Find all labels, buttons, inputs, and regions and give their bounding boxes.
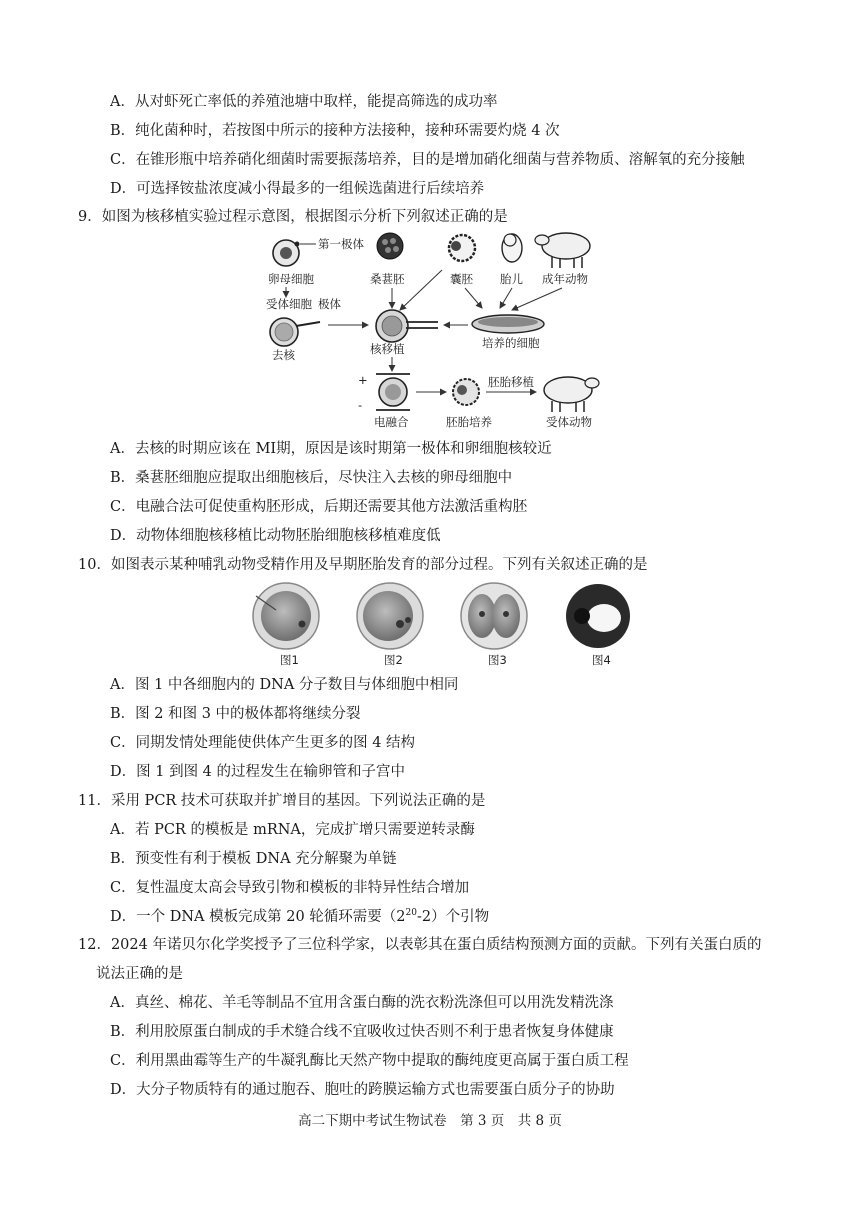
enucleated-cell-icon bbox=[270, 318, 320, 346]
culture-dish-icon bbox=[472, 315, 544, 333]
q11-option-d-text-after: -2）个引物 bbox=[416, 909, 490, 925]
label-recipient-cell: 受体细胞 bbox=[266, 297, 312, 311]
label-oocyte: 卵母细胞 bbox=[268, 272, 314, 286]
fig1-caption: 图1 bbox=[280, 653, 299, 667]
q9-option-a: A．去核的时期应该在 MⅠ期，原因是该时期第一极体和卵细胞核较近 bbox=[110, 441, 552, 457]
q11-option-b: B．预变性有利于模板 DNA 充分解聚为单链 bbox=[110, 851, 397, 867]
fig2-caption: 图2 bbox=[384, 653, 403, 667]
q11-stem: 11．采用 PCR 技术可获取并扩增目的基因。下列说法正确的是 bbox=[78, 793, 486, 809]
q11-option-c: C．复性温度太高会导致引物和模板的非特异性结合增加 bbox=[110, 880, 470, 896]
label-plus-electrode: + bbox=[358, 373, 368, 387]
q11-option-d bbox=[110, 907, 489, 927]
label-blastocyst: 囊胚 bbox=[450, 272, 473, 286]
label-enucleation: 去核 bbox=[272, 348, 295, 362]
embryo-culture-icon bbox=[453, 379, 479, 405]
sheep-icon bbox=[535, 233, 590, 268]
morula-icon bbox=[377, 233, 403, 259]
q9-option-d: D．动物体细胞核移植比动物胚胎细胞核移植难度低 bbox=[110, 528, 441, 544]
label-recipient-animal: 受体动物 bbox=[546, 415, 592, 429]
label-minus-electrode: - bbox=[358, 398, 363, 412]
q11-option-d-text-before: D．一个 DNA 模板完成第 20 轮循环需要（2 bbox=[110, 909, 406, 925]
label-morula: 桑葚胚 bbox=[370, 272, 405, 286]
oocyte-icon bbox=[273, 240, 300, 266]
fig3-caption: 图3 bbox=[488, 653, 507, 667]
q10-embryo-figure bbox=[240, 580, 640, 668]
nuclear-transfer-cell-icon bbox=[376, 310, 438, 342]
fig4-caption: 图4 bbox=[592, 653, 611, 667]
fig2-zygote bbox=[357, 583, 423, 649]
q12-option-b: B．利用胶原蛋白制成的手术缝合线不宜吸收过快否则不利于患者恢复身体健康 bbox=[110, 1024, 614, 1040]
q10-option-a: A．图 1 中各细胞内的 DNA 分子数目与体细胞中相同 bbox=[110, 677, 459, 693]
q9-stem: 9．如图为核移植实验过程示意图，根据图示分析下列叙述正确的是 bbox=[78, 209, 508, 225]
label-embryo-transfer: 胚胎移植 bbox=[488, 375, 534, 389]
label-nuclear-transfer: 核移植 bbox=[370, 342, 405, 356]
fig3-two-cell-embryo bbox=[461, 583, 527, 649]
fig4-blastocyst bbox=[566, 584, 630, 648]
recipient-sheep-icon bbox=[544, 377, 599, 412]
page-footer: 高二下期中考试生物试卷 第 3 页 共 8 页 bbox=[298, 1113, 562, 1129]
fetus-icon bbox=[502, 234, 522, 262]
q10-option-c: C．同期发情处理能使供体产生更多的图 4 结构 bbox=[110, 735, 416, 751]
q12-stem-line2: 说法正确的是 bbox=[96, 966, 183, 982]
q9-nuclear-transfer-figure bbox=[250, 226, 610, 432]
blastocyst-icon bbox=[449, 235, 475, 261]
q8-option-a: A．从对虾死亡率低的养殖池塘中取样，能提高筛选的成功率 bbox=[110, 94, 498, 110]
electrofusion-cell-icon bbox=[376, 374, 410, 410]
q12-stem-line1: 12．2024 年诺贝尔化学奖授予了三位科学家，以表彰其在蛋白质结构预测方面的贡献。下列有关蛋白质的 bbox=[78, 937, 762, 953]
label-embryo-culture: 胚胎培养 bbox=[446, 415, 492, 429]
q10-stem: 10．如图表示某种哺乳动物受精作用及早期胚胎发育的部分过程。下列有关叙述正确的是 bbox=[78, 557, 648, 573]
label-cultured-cells: 培养的细胞 bbox=[482, 336, 540, 350]
label-first-polar-body: 第一极体 bbox=[318, 237, 364, 251]
label-electrofusion: 电融合 bbox=[374, 415, 409, 429]
q12-option-a: A．真丝、棉花、羊毛等制品不宜用含蛋白酶的洗衣粉洗涤但可以用洗发精洗涤 bbox=[110, 995, 614, 1011]
q10-option-b: B．图 2 和图 3 中的极体都将继续分裂 bbox=[110, 706, 361, 722]
q9-option-c: C．电融合法可促使重构胚形成，后期还需要其他方法激活重构胚 bbox=[110, 499, 528, 515]
q8-option-b: B．纯化菌种时，若按图中所示的接种方法接种，接种环需要灼烧 4 次 bbox=[110, 123, 560, 139]
q8-option-d: D．可选择铵盐浓度减小得最多的一组候选菌进行后续培养 bbox=[110, 181, 485, 197]
q12-option-d: D．大分子物质特有的通过胞吞、胞吐的跨膜运输方式也需要蛋白质分子的协助 bbox=[110, 1082, 615, 1098]
label-polar-body: 极体 bbox=[318, 297, 341, 311]
q8-option-c: C．在锥形瓶中培养硝化细菌时需要振荡培养，目的是增加硝化细菌与营养物质、溶解氧的充分接触 bbox=[110, 152, 745, 168]
q11-option-a: A．若 PCR 的模板是 mRNA，完成扩增只需要逆转录酶 bbox=[110, 822, 475, 838]
q11-option-d-exponent: 20 bbox=[405, 908, 417, 919]
fig1-fertilized-egg bbox=[253, 583, 319, 649]
label-adult-animal: 成年动物 bbox=[542, 272, 588, 286]
q12-option-c: C．利用黑曲霉等生产的牛凝乳酶比天然产物中提取的酶纯度更高属于蛋白质工程 bbox=[110, 1053, 629, 1069]
q9-option-b: B．桑葚胚细胞应提取出细胞核后，尽快注入去核的卵母细胞中 bbox=[110, 470, 513, 486]
q10-option-d: D．图 1 到图 4 的过程发生在输卵管和子宫中 bbox=[110, 764, 406, 780]
label-fetus: 胎儿 bbox=[500, 272, 523, 286]
